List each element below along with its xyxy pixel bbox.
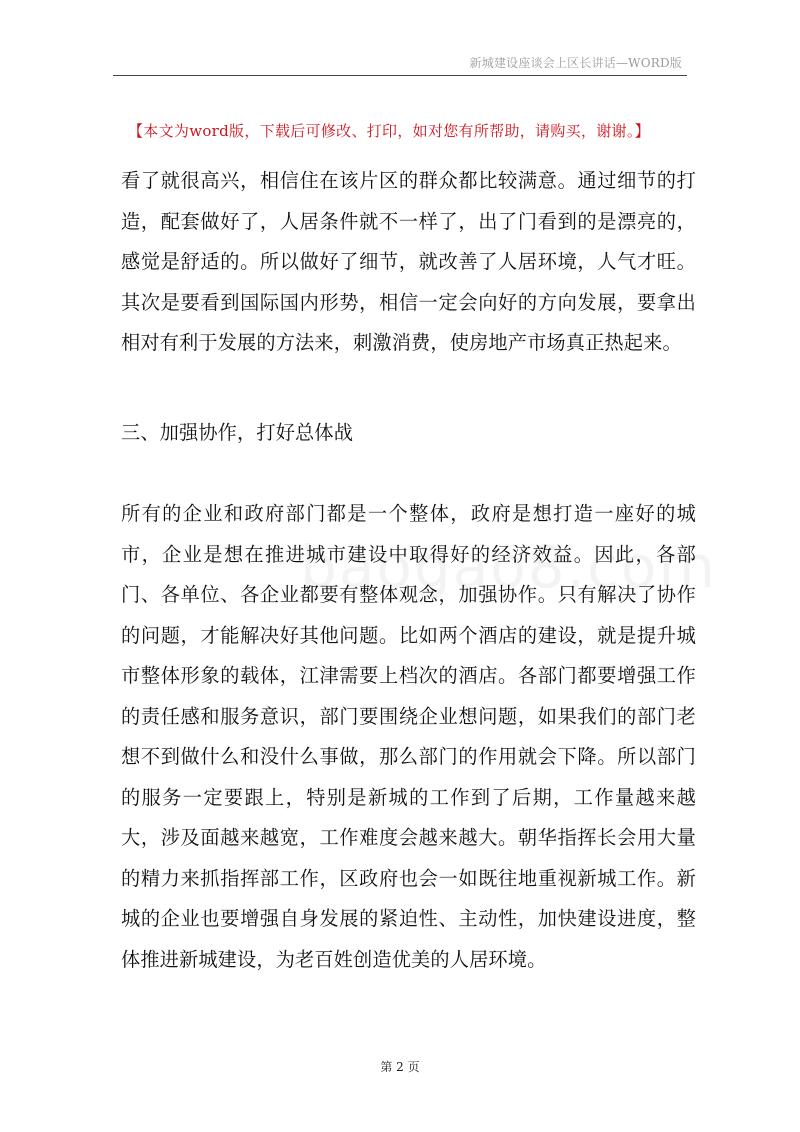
section-heading-3: 三、加强协作，打好总体战 bbox=[121, 421, 354, 444]
header-divider bbox=[113, 75, 687, 76]
page-number-footer: 第 2 页 bbox=[380, 1060, 420, 1074]
body-paragraph-1: 看了就很高兴，相信住在该片区的群众都比较满意。通过细节的打造，配套做好了，人居条件就不一样了，出了门看到的是漂亮的，感觉是舒适的。所以做好了细节，就改善了人居环境，人气才旺。其次是要看到国际国内形势，相信一定会向好的方向发展，要拿出相对有利于发展的方法来，刺激消费，使房地产市场真正热起来。 bbox=[121, 169, 696, 354]
body-paragraph-2: 所有的企业和政府部门都是一个整体，政府是想打造一座好的城市，企业是想在推进城市建设中取得好的经济效益。因此，各部门、各单位、各企业都要有整体观念，加强协作。只有解决了协作的问题，才能解决好其他问题。比如两个酒店的建设，就是提升城市整体形象的载体，江津需要上档次的酒店。各部门都要增强工作的责任感和服务意识，部门要围绕企业想问题，如果我们的部门老想不到做什么和没什么事做，那么部门的作用就会下降。所以部门的服务一定要跟上，特别是新城的工作到了后期，工作量越来越大，涉及面越来越宽，工作难度会越来越大。朝华指挥长会用大量的精力来抓指挥部工作，区政府也会一如既往地重视新城工作。新城的企业也要增强自身发展的紧迫性、主动性，加快建设进度，整体推进新城建设，为老百姓创造优美的人居环境。 bbox=[121, 502, 696, 971]
running-header: 新城建设座谈会上区长讲话—WORD版 bbox=[469, 56, 682, 70]
word-version-notice: 【本文为word版，下载后可修改、打印，如对您有所帮助，请购买，谢谢。】 bbox=[128, 122, 650, 140]
